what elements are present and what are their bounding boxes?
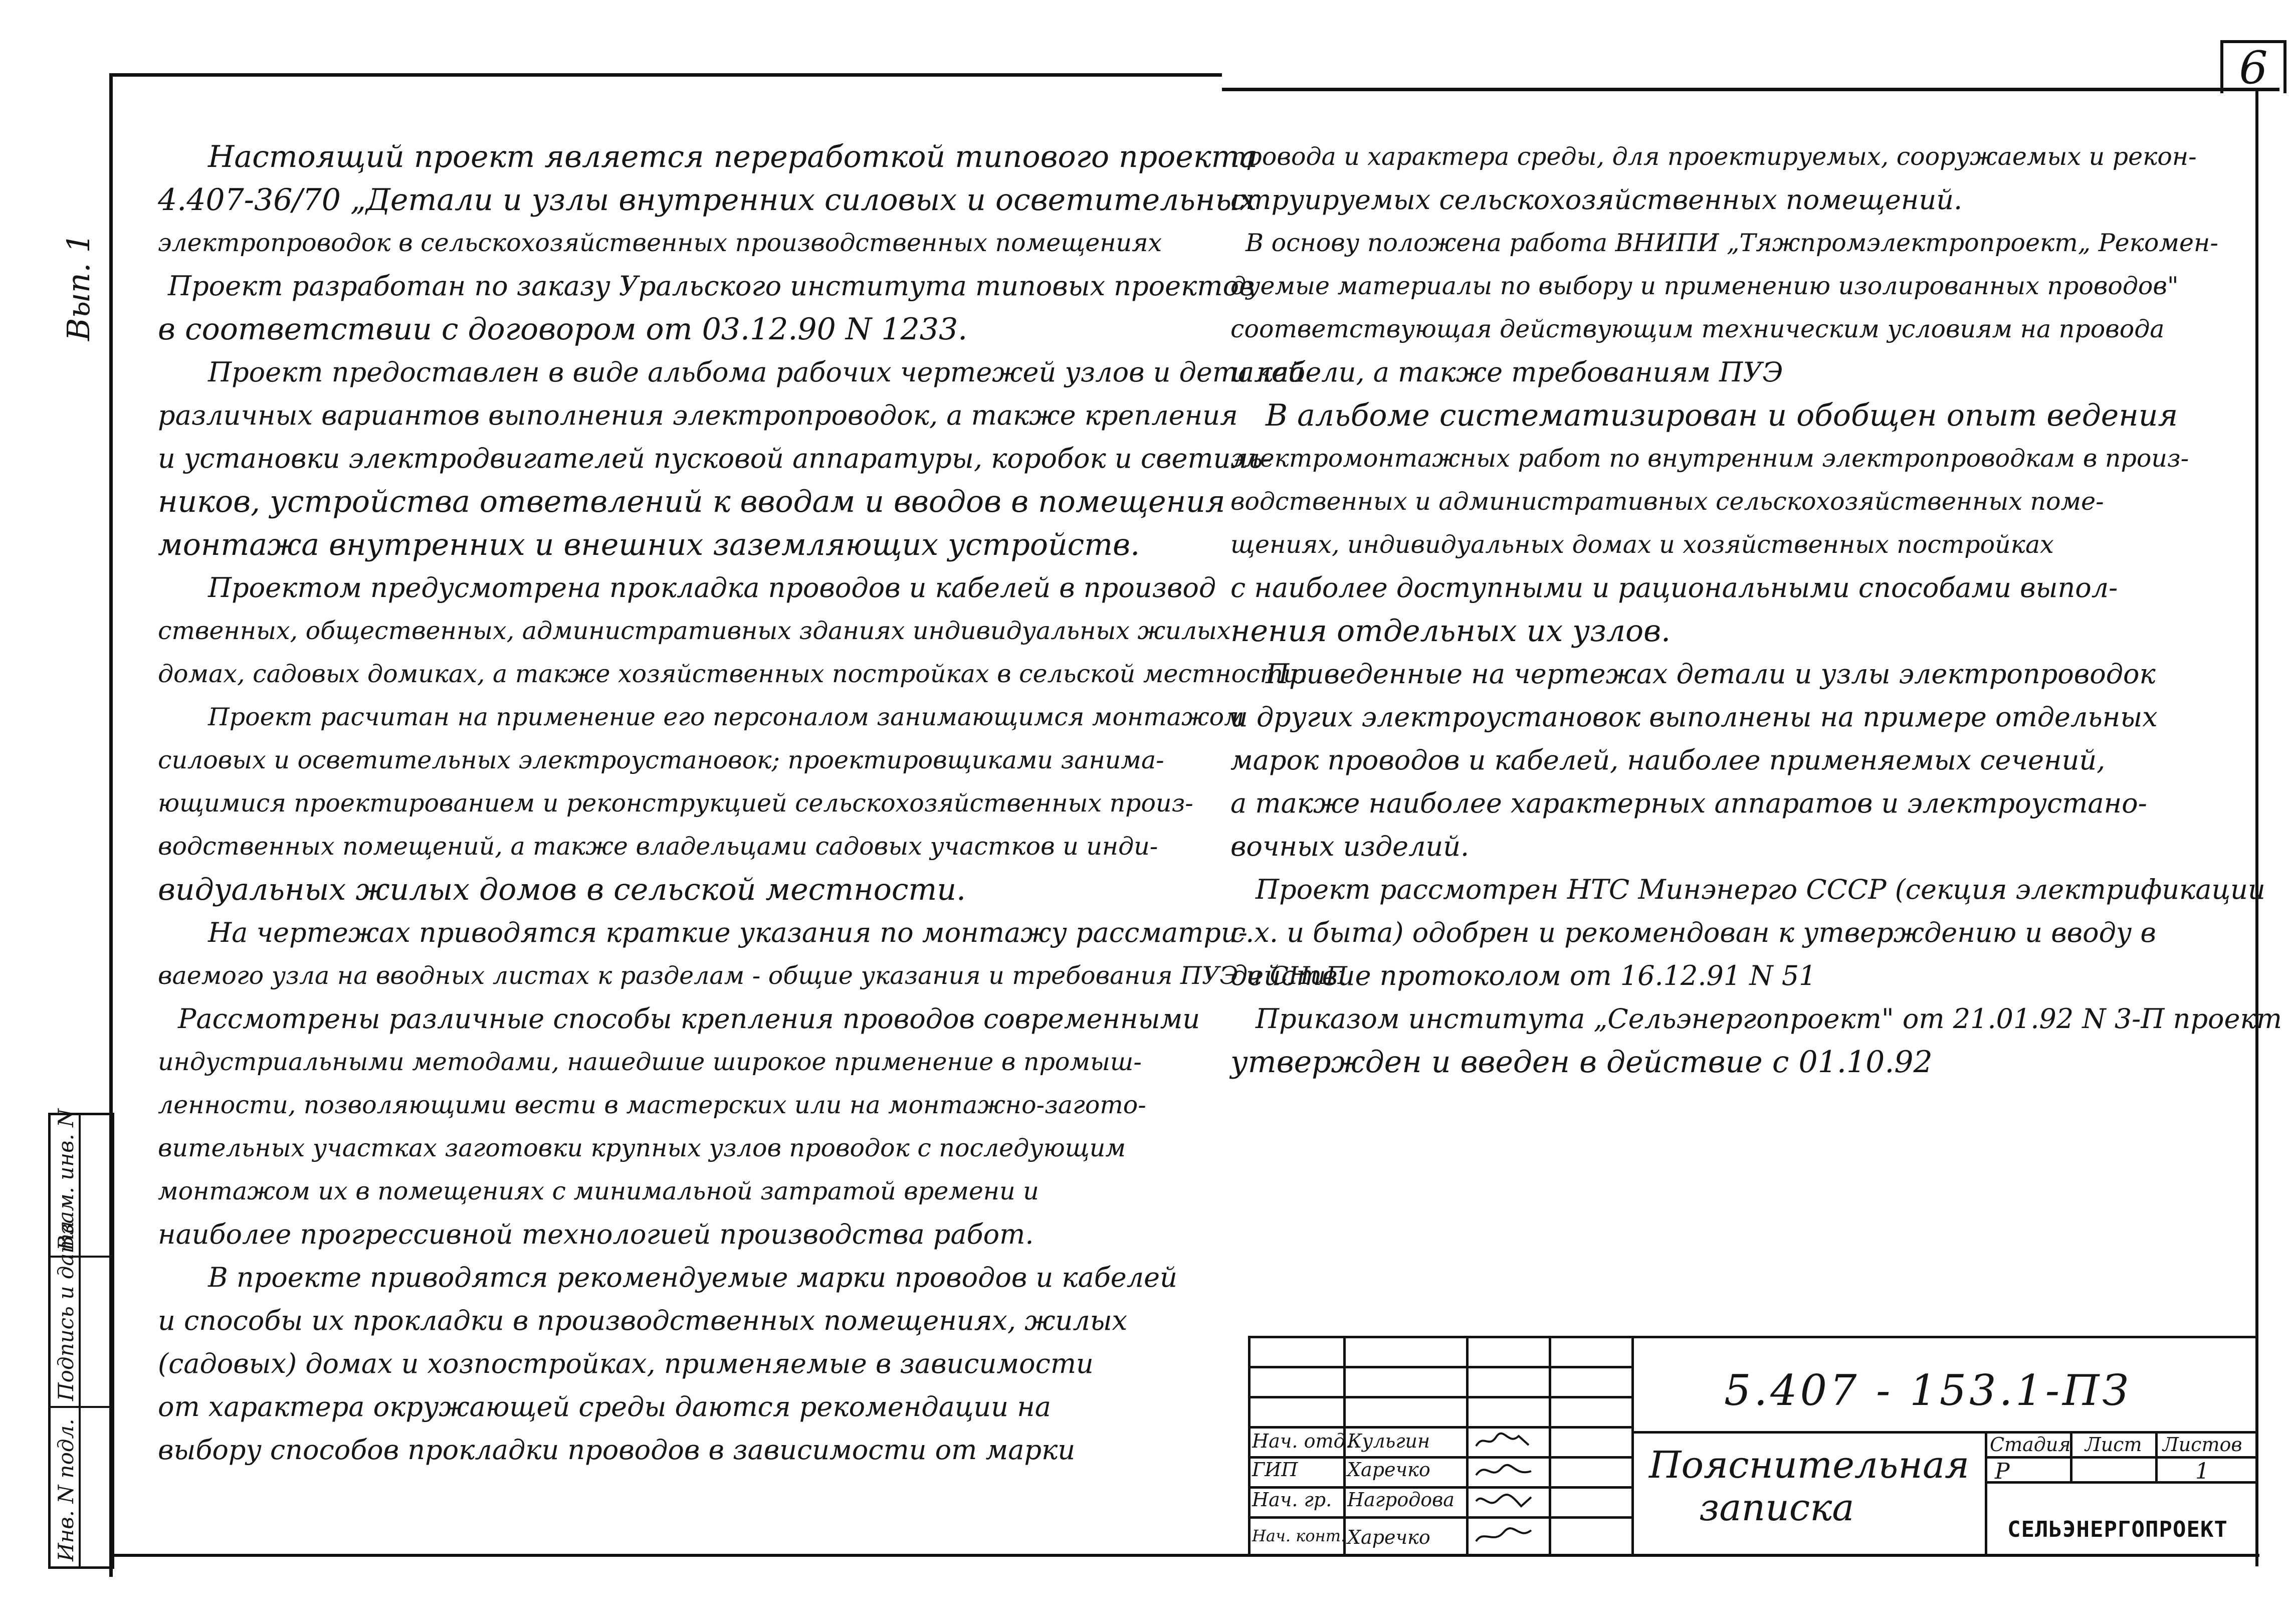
- vzam-inv-label: Взам. инв. N: [54, 1109, 78, 1251]
- text-line: и установки электродвигателей пусковой аппаратуры, коробок и светиль-: [158, 443, 1272, 474]
- text-line: Проект предоставлен в виде альбома рабочих чертежей узлов и деталей: [208, 356, 1305, 388]
- signature-date-label: Подпись и дата: [54, 1221, 78, 1401]
- text-line: и способы их прокладки в производственных помещениях, жилых: [158, 1305, 1128, 1336]
- frame-top-border: [109, 73, 1222, 77]
- text-line: дуемые материалы по выбору и применению изолированных проводов": [1230, 272, 2179, 300]
- title-block: [1248, 1336, 2255, 1555]
- text-line: индустриальными методами, нашедшие широкое применение в промыш-: [158, 1048, 1142, 1076]
- text-line: ников, устройства ответвлений к вводам и вводов в помещения: [158, 484, 1225, 519]
- text-line: а также наиболее характерных аппаратов и электроустано-: [1230, 787, 2147, 819]
- text-line: Приказом института „Сельэнергопроект" от 21.01.92 N 3-П проект: [1256, 1003, 2282, 1035]
- text-line: (садовых) домах и хозпостройках, применяемые в зависимости: [158, 1348, 1094, 1379]
- text-line: водственных и административных сельскохозяйственных поме-: [1230, 487, 2104, 516]
- text-line: марок проводов и кабелей, наиболее применяемых сечений,: [1230, 744, 2106, 776]
- text-line: выбору способов прокладки проводов в зависимости от марки: [158, 1434, 1076, 1466]
- text-line: Проект разработан по заказу Уральского института типовых проектов: [168, 270, 1255, 302]
- text-line: видуальных жилых домов в сельской местности.: [158, 872, 966, 907]
- stage-label: Стадия: [1990, 1434, 2071, 1456]
- role-name: Нагродова: [1347, 1489, 1454, 1511]
- document-title: Пояснительная: [1649, 1444, 1970, 1487]
- signature-icon: [1474, 1525, 1534, 1545]
- text-line: различных вариантов выполнения электропроводок, а также крепления: [158, 399, 1238, 431]
- text-line: Рассмотрены различные способы крепления проводов современными: [178, 1003, 1200, 1035]
- text-line: ваемого узла на вводных листах к разделам - общие указания и требования ПУЭ и СНиП: [158, 961, 1348, 990]
- text-line: электропроводок в сельскохозяйственных производственных помещениях: [158, 229, 1162, 257]
- role-name: Харечко: [1347, 1526, 1430, 1548]
- text-line: от характера окружающей среды даются рекомендации на: [158, 1391, 1051, 1423]
- text-line: водственных помещений, а также владельцами садовых участков и инди-: [158, 832, 1158, 861]
- frame-right-border: [2255, 88, 2258, 1566]
- text-line: действие протоколом от 16.12.91 N 51: [1230, 960, 1816, 991]
- sheets-label: Листов: [2163, 1434, 2242, 1456]
- text-line: монтажа внутренних и внешних заземляющих устройств.: [158, 527, 1140, 562]
- stage-value: Р: [1995, 1459, 2010, 1484]
- text-line: В проекте приводятся рекомендуемые марки проводов и кабелей: [208, 1262, 1177, 1293]
- text-line: с.х. и быта) одобрен и рекомендован к утверждению и вводу в: [1230, 917, 2156, 948]
- text-line: с наиболее доступными и рациональными способами выпол-: [1230, 572, 2118, 603]
- text-line: и кабели, а также требованиям ПУЭ: [1230, 356, 1783, 388]
- role-name: Кульгин: [1347, 1430, 1430, 1452]
- text-line: вительных участках заготовки крупных узлов проводок с последующим: [158, 1134, 1126, 1162]
- sheets-value: 1: [2195, 1459, 2209, 1484]
- document-title-line2: записка: [1699, 1486, 1854, 1529]
- text-line: 4.407-36/70 „Детали и узлы внутренних силовых и осветительных: [158, 182, 1257, 218]
- role-label: ГИП: [1252, 1459, 1298, 1481]
- text-line: электромонтажных работ по внутренним электропроводкам в произ-: [1230, 444, 2189, 473]
- text-line: ющимися проектированием и реконструкцией сельскохозяйственных произ-: [158, 789, 1193, 818]
- frame-top-border-right: [1222, 88, 2279, 91]
- text-line: струируемых сельскохозяйственных помещений.: [1230, 184, 1963, 216]
- text-line: Проект рассмотрен НТС Минэнерго СССР (секция электрификации: [1256, 874, 2265, 905]
- text-line: Проект расчитан на применение его персоналом занимающимся монтажом: [208, 703, 1244, 731]
- signature-icon: [1474, 1461, 1534, 1481]
- text-line: ленности, позволяющими вести в мастерских или на монтажно-загото-: [158, 1091, 1146, 1119]
- text-line: в соответствии с договором от 03.12.90 N 1233.: [158, 312, 968, 347]
- document-code: 5.407 - 153.1-ПЗ: [1724, 1366, 2132, 1415]
- text-line: нения отдельных их узлов.: [1230, 614, 1671, 649]
- text-line: ственных, общественных, административных зданиях индивидуальных жилых: [158, 617, 1231, 645]
- text-line: наиболее прогрессивной технологией производства работ.: [158, 1219, 1034, 1250]
- text-column-right: [1230, 135, 2282, 1084]
- vypusk-label: Вып. 1: [60, 233, 97, 341]
- side-stamp: [48, 1109, 114, 1569]
- signature-icon: [1474, 1491, 1534, 1511]
- role-name: Харечко: [1347, 1459, 1430, 1481]
- text-line: В основу положена работа ВНИПИ „Тяжпромэлектропроект„ Рекомен-: [1245, 229, 2218, 257]
- text-line: Настоящий проект является переработкой типового проекта: [208, 139, 1258, 174]
- sheet-label: Лист: [2085, 1434, 2142, 1456]
- text-line: Приведенные на чертежах детали и узлы электропроводок: [1266, 658, 2156, 690]
- text-line: соответствующая действующим техническим условиям на провода: [1230, 315, 2165, 343]
- text-line: силовых и осветительных электроустановок; проектировщиками занима-: [158, 746, 1164, 774]
- text-line: На чертежах приводятся краткие указания по монтажу рассматри-: [208, 917, 1247, 948]
- text-line: вочных изделий.: [1230, 831, 1470, 862]
- text-line: В альбоме систематизирован и обобщен опыт ведения: [1266, 398, 2178, 433]
- text-line: провода и характера среды, для проектируемых, сооружаемых и рекон-: [1230, 142, 2197, 171]
- text-line: и других электроустановок выполнены на примере отдельных: [1230, 701, 2158, 733]
- signature-icon: [1474, 1431, 1534, 1451]
- role-label: Нач. отд.: [1252, 1430, 1352, 1452]
- text-line: монтажом их в помещениях с минимальной затратой времени и: [158, 1177, 1039, 1205]
- sheet-number: 6: [2220, 40, 2286, 93]
- text-line: щениях, индивидуальных домах и хозяйственных постройках: [1230, 530, 2054, 559]
- role-label: Нач. гр.: [1252, 1489, 1332, 1511]
- organization-name: СЕЛЬЭНЕРГОПРОЕКТ: [2007, 1517, 2228, 1542]
- text-line: утвержден и введен в действие с 01.10.92: [1230, 1045, 1933, 1080]
- inv-podl-label: Инв. N подл.: [54, 1418, 78, 1561]
- role-label: Нач. конт.: [1252, 1526, 1346, 1545]
- text-line: домах, садовых домиках, а также хозяйственных постройках в сельской местности.: [158, 660, 1307, 688]
- text-line: Проектом предусмотрена прокладка проводов и кабелей в производ: [208, 572, 1216, 603]
